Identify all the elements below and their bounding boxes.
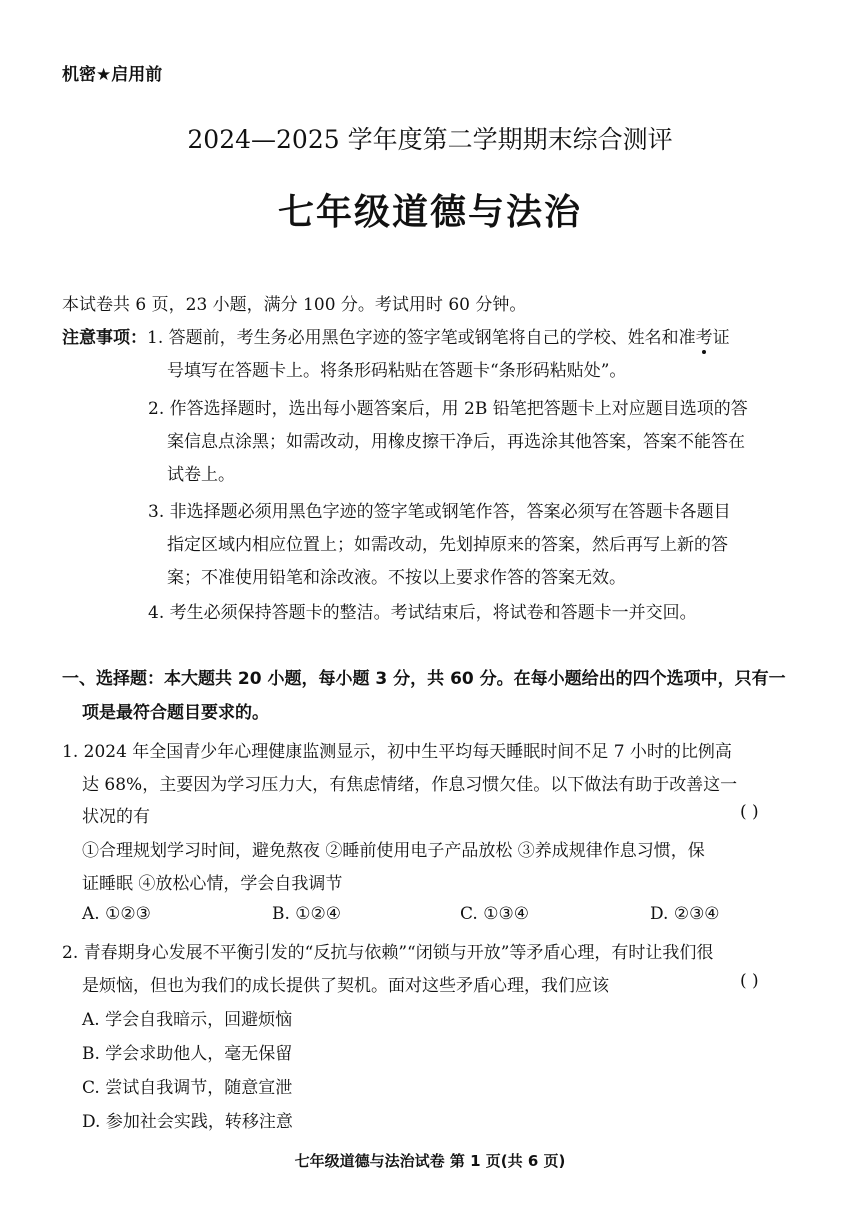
page-footer: 七年级道德与法治试卷 第 1 页(共 6 页) [294,1152,566,1170]
question-2-option-b: B. 学会求助他人，毫无保留 [82,1044,293,1064]
question-1-option-b: B. ①②④ [272,904,342,924]
question-1-option-c: C. ①③④ [460,904,529,924]
notice-label: 注意事项： [62,328,147,348]
question-1-stem-line-1: 1. 2024 年全国青少年心理健康监测显示，初中生平均每天睡眠时间不足 7 小时的比例高 [62,742,732,762]
question-2-option-c: C. 尝试自我调节，随意宣泄 [82,1078,293,1098]
question-1-answer-blank: ( ) [740,802,759,822]
question-1-option-a: A. ①②③ [82,904,151,924]
notice-item-3-line-3: 案；不准使用铅笔和涂改液。不按以上要求作答的答案无效。 [167,568,626,588]
notice-item-2-line-1: 2. 作答选择题时，选出每小题答案后，用 2B 铅笔把答题卡上对应题目选项的答 [148,399,748,419]
question-2-stem-line-1: 2. 青春期身心发展不平衡引发的“反抗与依赖”“闭锁与开放”等矛盾心理，有时让我们很 [62,943,714,963]
exam-header: 2024—2025 学年度第二学期期末综合测评 [187,125,673,154]
question-1-statements-line-2: 证睡眠 ④放松心情，学会自我调节 [82,874,343,894]
question-1-stem-line-3: 状况的有 [82,807,150,827]
question-2-stem-line-2: 是烦恼，但也为我们的成长提供了契机。面对这些矛盾心理，我们应该 [82,976,609,996]
confidential-label: 机密★启用前 [62,65,163,85]
question-1-option-d: D. ②③④ [650,904,720,924]
question-1-stem-line-2: 达 68%，主要因为学习压力大，有焦虑情绪，作息习惯欠佳。以下做法有助于改善这一 [82,775,738,795]
notice-item-4-line-1: 4. 考生必须保持答题卡的整洁。考试结束后，将试卷和答题卡一并交回。 [148,603,697,623]
notice-item-1-line-2: 号填写在答题卡上。将条形码粘贴在答题卡“条形码粘贴处”。 [167,361,627,381]
notice-item-3-line-2: 指定区域内相应位置上；如需改动，先划掉原来的答案，然后再写上新的答 [167,535,728,555]
notice-item-1-line-1: 注意事项：1. 答题前，考生务必用黑色字迹的签字笔或钢笔将自己的学校、姓名和准考证 [62,328,730,348]
page-title: 七年级道德与法治 [277,192,582,233]
question-1-statements-line-1: ①合理规划学习时间，避免熬夜 ②睡前使用电子产品放松 ③养成规律作息习惯，保 [82,841,705,861]
notice-item-2-line-3: 试卷上。 [167,465,235,485]
emphasis-dot-char: 考 [695,328,713,348]
notice-item-2-line-2: 案信息点涂黑；如需改动，用橡皮擦干净后，再选涂其他答案，答案不能答在 [167,432,745,452]
question-2-option-a: A. 学会自我暗示，回避烦恼 [82,1010,293,1030]
intro-text: 本试卷共 6 页，23 小题，满分 100 分。考试用时 60 分钟。 [62,295,527,315]
section-heading-line-2: 项是最符合题目要求的。 [82,703,269,723]
notice-item-3-line-1: 3. 非选择题必须用黑色字迹的签字笔或钢笔作答，答案必须写在答题卡各题目 [148,502,731,522]
question-2-option-d: D. 参加社会实践，转移注意 [82,1112,293,1132]
question-2-answer-blank: ( ) [740,971,759,991]
section-heading: 一、选择题：本大题共 20 小题，每小题 3 分，共 60 分。在每小题给出的四个选项中，只有一 [62,669,786,689]
